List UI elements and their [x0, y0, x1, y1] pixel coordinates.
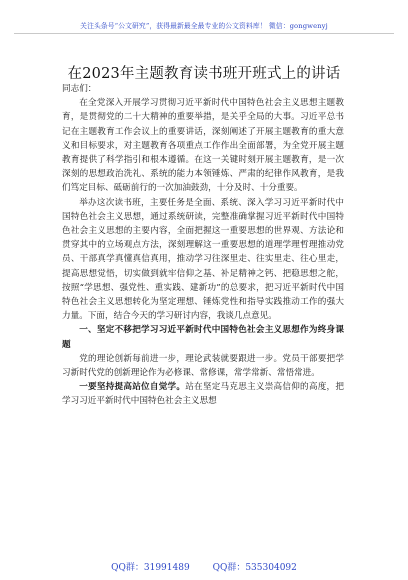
- header-banner: 关注头条号“公文研究”，获得最新最全最专业的公文资料库！ 微信：gongwenyj: [80, 22, 328, 30]
- paragraph-4: [62, 380, 344, 408]
- section-heading-1: 一、坚定不移把学习习近平新时代中国特色社会主义思想作为终身课题: [62, 325, 344, 350]
- paragraph-4-lead: 一要坚持提高站位自觉学。: [79, 382, 186, 393]
- salutation: 同志们：: [62, 84, 97, 94]
- header-divider: [14, 33, 394, 34]
- document-title: 在2023年主题教育读书班开班式上的讲话: [67, 66, 341, 82]
- paragraph-1: 在全党深入开展学习贯彻习近平新时代中国特色社会主义思想主题教育，是贯彻党的二十大精神的重要举措，是关乎全局的大事。习近平总书记在主题教育工作会议上的重要讲话，深刻阐述了开展主题教育的重大意义和目标要求，对主题教育各项重点工作作出全面部署，为全党开展主题教育提供了科学指引和根本遵循。在这一关键时刻开展主题教育，是一次深刻的思想政治洗礼、系统的能力本领锤炼、严肃的纪律作风教育，是我们笃定目标、砥砺前行的一次加油鼓劲，十分及时、十分重要。: [62, 98, 344, 194]
- document-body: [62, 82, 344, 409]
- footer-qq-group-1: QQ群：31991489: [111, 563, 190, 573]
- paragraph-3: 党的理论创新每前进一步，理论武装就要跟进一步。党员干部要把学习新时代党的创新理论作为必修课、常修课，常学常新、常悟常进。: [62, 353, 344, 379]
- paragraph-4-text: 站在坚定马克思主义崇高信仰的高度，把学习习近平新时代中国特色社会主义思想: [62, 382, 344, 407]
- paragraph-2: 举办这次读书班，主要任务是全面、系统、深入学习习近平新时代中国特色社会主义思想，通过系统研读，完整准确掌握习近平新时代中国特色社会主义思想的主要内容，全面把握这一重要思想的世界观、方法论和贯穿其中的立场观点方法，深刻理解这一重要思想的道理学理哲理推动党员、干部真学真懂真信真用，推动学习往深里走、往实里走、往心里走，提高思想觉悟，切实做到就牢信仰之基、补足精神之钙、把稳思想之舵，按照“学思想、强党性、重实践、建新功”的总要求，把习近平新时代中国特色社会主义思想转化为坚定理想、锤炼党性和指导实践推动工作的强大力量。下面，结合今天的学习研讨内容，我谈几点意见。: [62, 197, 344, 322]
- footer-qq-group-2: QQ群：535304092: [212, 563, 297, 573]
- footer-contacts: [0, 560, 408, 573]
